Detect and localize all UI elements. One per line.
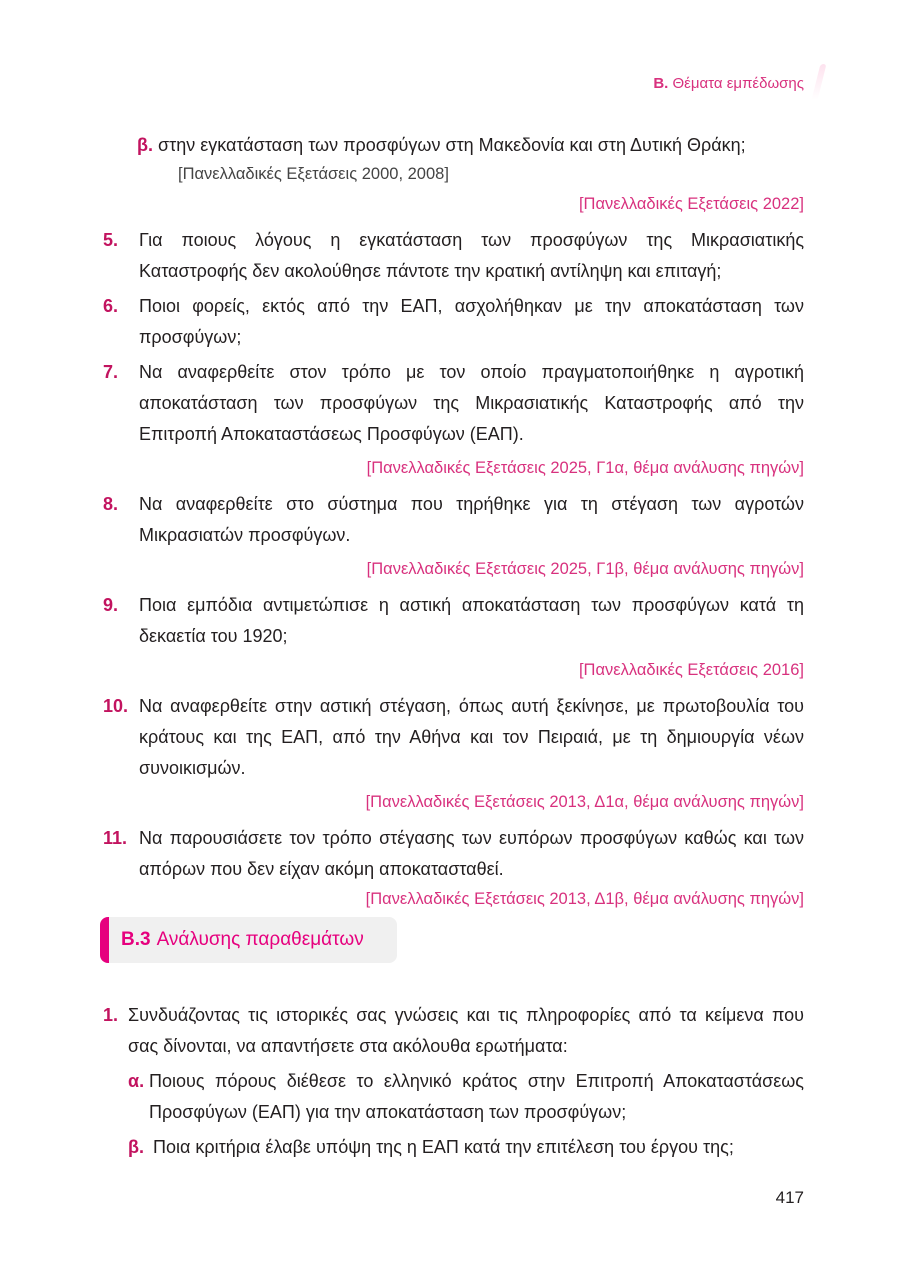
exam-reference: [Πανελλαδικές Εξετάσεις 2013, Δ1β, θέμα ανάλυσης πηγών] (365, 890, 804, 908)
sub-question-b (128, 1132, 804, 1163)
question-text: Να αναφερθείτε στο σύστημα που τηρήθηκε για τη στέγαση των αγροτών Μικρασιατών προσφύγων. (139, 494, 804, 545)
question-number: 6. (103, 296, 119, 316)
question-item (103, 291, 804, 353)
section-number: Β.3 (121, 929, 151, 950)
question-item (103, 590, 804, 652)
question-number: 5. (103, 230, 119, 250)
sub-question-text: Ποια κριτήρια έλαβε υπόψη της η ΕΑΠ κατά την επιτέλεση του έργου της; (153, 1137, 734, 1157)
question-number: 8. (103, 494, 119, 514)
question-number: 7. (103, 362, 119, 382)
exam-reference: [Πανελλαδικές Εξετάσεις 2022] (578, 195, 804, 213)
sub-question-a (128, 1066, 804, 1128)
section-title: Ανάλυσης παραθεμάτων (156, 929, 364, 950)
question-number: 9. (103, 595, 119, 615)
question-text: Ποια εμπόδια αντιμετώπισε η αστική αποκατάσταση των προσφύγων κατά τη δεκαετία του 1920; (139, 595, 804, 646)
section-heading (100, 917, 397, 963)
sub-question-text (158, 130, 804, 188)
question-item (103, 691, 804, 784)
question-item (103, 823, 804, 885)
question-text: Συνδυάζοντας τις ιστορικές σας γνώσεις και τις πληροφορίες από τα κείμενα που σας δίνονται, να απαντήσετε στα ακόλουθα ερωτήματα: (128, 1005, 804, 1056)
running-header (653, 75, 804, 92)
analysis-question (103, 1000, 804, 1062)
exam-reference: [Πανελλαδικές Εξετάσεις 2013, Δ1α, θέμα ανάλυσης πηγών] (365, 793, 804, 811)
sub-question-label: β. (137, 135, 153, 155)
exam-reference: [Πανελλαδικές Εξετάσεις 2016] (578, 661, 804, 679)
sub-question-label: α. (128, 1071, 145, 1091)
exam-reference: [Πανελλαδικές Εξετάσεις 2025, Γ1β, θέμα ανάλυσης πηγών] (366, 560, 804, 578)
question-text: Να παρουσιάσετε τον τρόπο στέγασης των ευπόρων προσφύγων καθώς και των απόρων που δεν είχαν ακόμη αποκατασταθεί. (139, 828, 804, 879)
question-item (103, 225, 804, 287)
sub-question-ref: [Πανελλαδικές Εξετάσεις 2000, 2008] (178, 165, 449, 183)
sub-question-text: Ποιους πόρους διέθεσε το ελληνικό κράτος στην Επιτροπή Αποκαταστάσεως Προσφύγων (ΕΑΠ) για την αποκατάσταση των προσφύγων; (149, 1071, 804, 1122)
question-item (103, 489, 804, 551)
sub-question-body: στην εγκατάσταση των προσφύγων στη Μακεδονία και στη Δυτική Θράκη; (158, 135, 746, 155)
sub-question-label: β. (128, 1137, 144, 1157)
question-text: Ποιοι φορείς, εκτός από την ΕΑΠ, ασχολήθηκαν με την αποκατάσταση των προσφύγων; (139, 296, 804, 347)
analysis-block (103, 1000, 804, 1165)
question-text: Για ποιους λόγους η εγκατάσταση των προσφύγων της Μικρασιατικής Καταστροφής δεν ακολούθησε πάντοτε την κρατική αντίληψη και επιταγή; (139, 230, 804, 281)
question-text: Να αναφερθείτε στην αστική στέγαση, όπως αυτή ξεκίνησε, με πρωτοβουλία του κράτους και της ΕΑΠ, από την Αθήνα και τον Πειραιά, με τη δημιουργία νέων συνοικισμών. (139, 696, 804, 778)
header-decoration (812, 64, 827, 100)
header-section-title: Θέματα εμπέδωσης (672, 75, 804, 92)
page-number: 417 (775, 1188, 804, 1207)
question-number: 10. (103, 696, 129, 716)
question-text: Να αναφερθείτε στον τρόπο με τον οποίο πραγματοποιήθηκε η αγροτική αποκατάσταση των προσφύγων της Μικρασιατικής Καταστροφής από την Επιτροπή Αποκαταστάσεως Προσφύγων (ΕΑΠ). (139, 362, 804, 444)
header-section-letter: Β. (653, 75, 669, 92)
question-item (103, 357, 804, 450)
exam-reference: [Πανελλαδικές Εξετάσεις 2025, Γ1α, θέμα ανάλυσης πηγών] (366, 459, 804, 477)
question-number: 1. (103, 1005, 119, 1025)
questions-block (103, 130, 804, 920)
question-number: 11. (103, 828, 128, 848)
sub-question-b (137, 130, 804, 188)
